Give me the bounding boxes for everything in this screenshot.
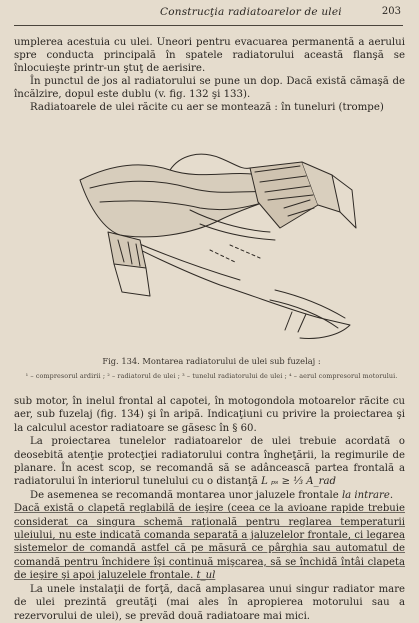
page-number: 203 — [381, 6, 401, 17]
paragraph: La unele instalaţii de forţă, dacă amplasarea unui singur radiator mare de ulei prezintă greutăţi (mai ales în apropierea motorului sau a rezervorului de ulei), se prevăd două radiatoare mai mici. — [14, 583, 405, 622]
paragraph: În punctul de jos al radiatorului se pune un dop. Dacă există cămaşă de încălzire, dopul este dublu (v. fig. 132 şi 133). — [14, 76, 405, 101]
emphasized-text: la intrare. — [341, 489, 394, 501]
paragraph-text: La proiectarea tunelelor radiatoarelor de ulei trebuie acordată o deosebită atenţie protecţiei radiatorului contra îngheţării, la regimurile de planare. În acest scop, se recomandă să se adâncească partea frontală a radiatorului în interiorul tunelului cu o distanţă — [14, 436, 405, 488]
subscript-text: t_ul — [196, 570, 216, 582]
paragraph: umplerea acestuia cu ulei. Uneori pentru evacuarea permanentă a aerului spre conducta principală în spatele radiatorului această flanşă se înlocuieşte printr-un ştuţ de aerisire. — [14, 37, 405, 75]
figure-caption: Fig. 134. Montarea radiatorului de ulei sub fuzelaj : — [102, 356, 321, 366]
paragraph — [14, 489, 405, 502]
distance-formula: L ₚₛ ≥ ⅓ A_rad — [261, 476, 336, 488]
top-text-block — [14, 36, 405, 115]
paragraph: Radiatoarele de ulei răcite cu aer se montează : în tuneluri (trompe) — [30, 102, 384, 114]
paragraph-text: Dacă există o clapetă reglabilă de ieşire (ceea ce la avioane rapide trebuie considerat ca singura schemă raţională pentru reglarea temperaturii uleiului, nu este indicată comanda separată a jaluzelelor frontale, ci legarea sistemelor de comandă astfel că pe măsură ce pârghia sau automatul de comandă pentru închidere îşi continuă mişcarea, să se închidă întâi clapeta de ieşire şi apoi jaluzelele frontale. — [14, 503, 405, 582]
paragraph: sub motor, în inelul frontal al capotei, în motogondola motoarelor răcite cu aer, sub fuzelaj (fig. 134) şi în aripă. Indicaţiuni cu privire la proiectarea şi la calculul acestor radiatoare se găsesc în § 60. — [14, 396, 405, 434]
bottom-text-block — [14, 395, 405, 623]
figure-oil-radiator-illustration — [70, 140, 370, 350]
paragraph — [14, 502, 405, 582]
paragraph — [14, 435, 405, 489]
header-title: Construcţia radiatoarelor de ulei — [160, 6, 342, 18]
running-header — [14, 3, 403, 26]
figure-legend: ¹ – compresorul ardirii ; ² – radiatorul de ulei ; ³ – tunelul radiatorului de ulei ; ⁴ – aerul compresorul motorului. — [25, 372, 398, 380]
paragraph-text: De asemenea se recomandă montarea unor jaluzele frontale — [30, 489, 339, 501]
